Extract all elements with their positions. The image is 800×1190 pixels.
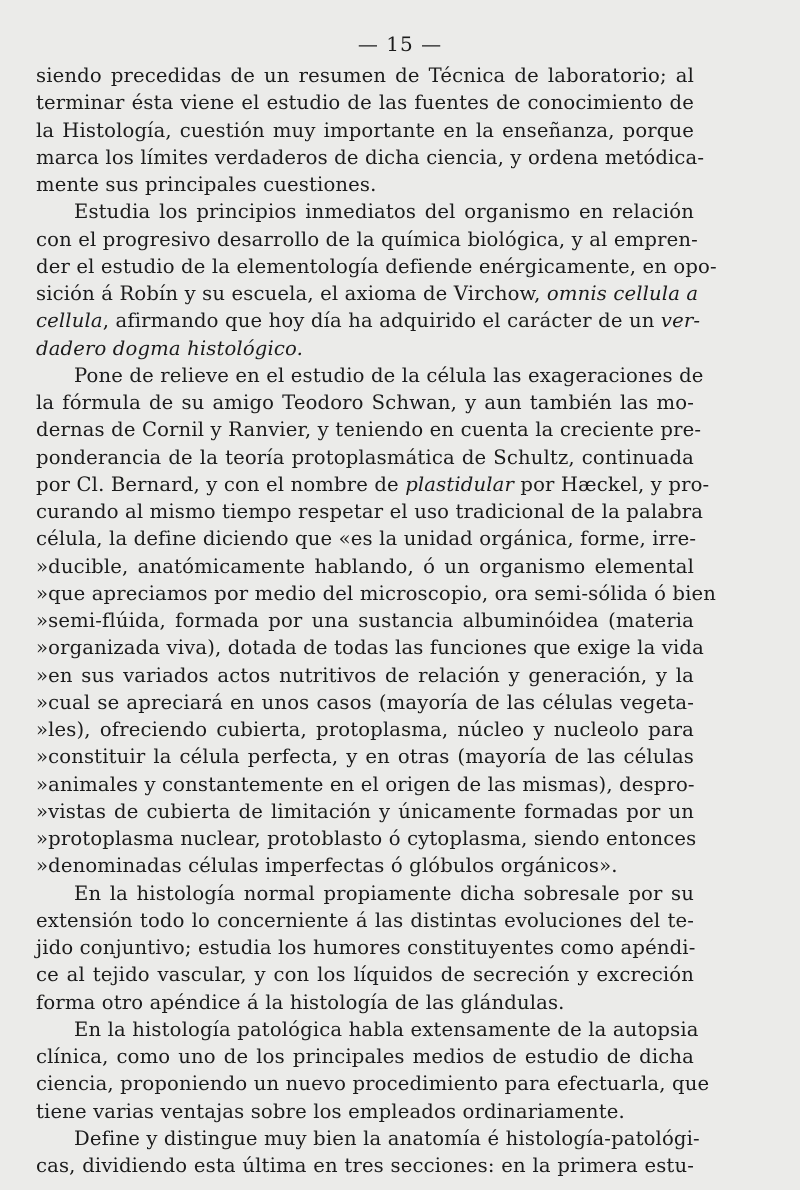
text-line bbox=[36, 307, 701, 334]
text-line: »animales y constantemente en el origen de las mismas), despro- bbox=[36, 772, 695, 796]
page-number: — 15 — bbox=[357, 32, 443, 56]
paragraph-1 bbox=[36, 62, 705, 198]
italic-span: cellula bbox=[36, 309, 103, 333]
text-line: forma otro apéndice á la histología de las glándulas. bbox=[36, 990, 565, 1014]
text-line: terminar ésta viene el estudio de las fuentes de conocimiento de bbox=[36, 91, 694, 115]
text-line: »que apreciamos por medio del microscopio, ora semi-sólida ó bien bbox=[36, 581, 717, 605]
text-line: »vistas de cubierta de limitación y únicamente formadas por un bbox=[36, 799, 694, 823]
text-line: curando al mismo tiempo respetar el uso tradicional de la palabra bbox=[36, 500, 704, 523]
text-span: sición á Robín y su escuela, el axioma de Virchow, bbox=[36, 282, 547, 305]
text-span: , afirmando que hoy día ha adquirido el carácter de un bbox=[102, 309, 661, 333]
text-line: ciencia, proponiendo un nuevo procedimiento para efectuarla, que bbox=[36, 1072, 710, 1096]
text-line: célula, la define diciendo que «es la unidad orgánica, forme, irre- bbox=[36, 527, 697, 551]
text-line: marca los límites verdaderos de dicha ciencia, y ordena metódica- bbox=[36, 145, 705, 169]
text-line: cas, dividiendo esta última en tres secciones: en la primera estu- bbox=[36, 1154, 694, 1177]
text-line: clínica, como uno de los principales medios de estudio de dicha bbox=[36, 1045, 694, 1068]
text-span: por Hæckel, y pro- bbox=[514, 472, 710, 496]
italic-span: plastidular bbox=[405, 472, 515, 496]
text-line: siendo precedidas de un resumen de Técnica de laboratorio; al bbox=[36, 64, 694, 87]
text-line: dernas de Cornil y Ranvier, y teniendo en cuenta la creciente pre- bbox=[36, 418, 702, 442]
text-line: »ducible, anatómicamente hablando, ó un organismo elemental bbox=[36, 554, 694, 578]
text-line: ponderancia de la teoría protoplasmática de Schultz, continuada bbox=[36, 445, 694, 469]
text-line: la Histología, cuestión muy importante en la enseñanza, porque bbox=[36, 118, 694, 142]
text-line: »organizada viva), dotada de todas las funciones que exige la vida bbox=[36, 636, 704, 660]
text-line: En la histología normal propiamente dicha sobresale por su bbox=[74, 881, 694, 905]
text-line bbox=[36, 471, 710, 498]
paragraph-3 bbox=[36, 362, 717, 880]
text-line: »les), ofreciendo cubierta, protoplasma, núcleo y nucleolo para bbox=[36, 718, 694, 741]
text-line: mente sus principales cuestiones. bbox=[36, 173, 377, 196]
text-line: »constituir la célula perfecta, y en otras (mayoría de las células bbox=[36, 745, 694, 769]
text-line: »en sus variados actos nutritivos de relación y generación, y la bbox=[36, 663, 694, 687]
text-span: por Cl. Bernard, y con el nombre de bbox=[36, 472, 406, 496]
text-line: tiene varias ventajas sobre los empleados ordinariamente. bbox=[36, 1099, 625, 1123]
italic-span: omnis cellula a bbox=[546, 282, 699, 305]
text-line: »denominadas células imperfectas ó glóbulos orgánicos». bbox=[36, 854, 618, 878]
paragraph-2 bbox=[36, 198, 717, 362]
text-line bbox=[36, 280, 699, 307]
text-line: En la histología patológica habla extensamente de la autopsia bbox=[74, 1017, 699, 1041]
text-line: »protoplasma nuclear, protoblasto ó cytoplasma, siendo entonces bbox=[36, 827, 697, 850]
paragraph-6 bbox=[36, 1125, 700, 1180]
text-line bbox=[36, 335, 694, 362]
paragraph-4 bbox=[36, 880, 694, 1016]
body-text bbox=[36, 62, 717, 1179]
italic-span: dadero dogma histológico. bbox=[36, 336, 304, 360]
text-line: ce al tejido vascular, y con los líquidos de secreción y excreción bbox=[36, 963, 694, 987]
text-line: con el progresivo desarrollo de la química biológica, y al empren- bbox=[36, 227, 698, 251]
text-line: der el estudio de la elementología defiende enérgicamente, en opo- bbox=[36, 254, 717, 278]
text-line: la fórmula de su amigo Teodoro Schwan, y aun también las mo- bbox=[36, 391, 694, 414]
text-line: Define y distingue muy bien la anatomía é histología-patológi- bbox=[74, 1126, 700, 1150]
text-line: extensión todo lo concerniente á las distintas evoluciones del te- bbox=[36, 908, 694, 932]
italic-span: ver- bbox=[660, 309, 701, 333]
text-line: Estudia los principios inmediatos del organismo en relación bbox=[74, 200, 694, 224]
text-line: »semi-flúida, formada por una sustancia albuminóidea (materia bbox=[36, 609, 694, 632]
text-line: »cual se apreciará en unos casos (mayoría de las células vegeta- bbox=[36, 690, 694, 714]
text-line: Pone de relieve en el estudio de la célula las exageraciones de bbox=[74, 363, 704, 387]
text-line: jido conjuntivo; estudia los humores constituyentes como apéndi- bbox=[36, 936, 696, 959]
paragraph-5 bbox=[36, 1016, 710, 1125]
